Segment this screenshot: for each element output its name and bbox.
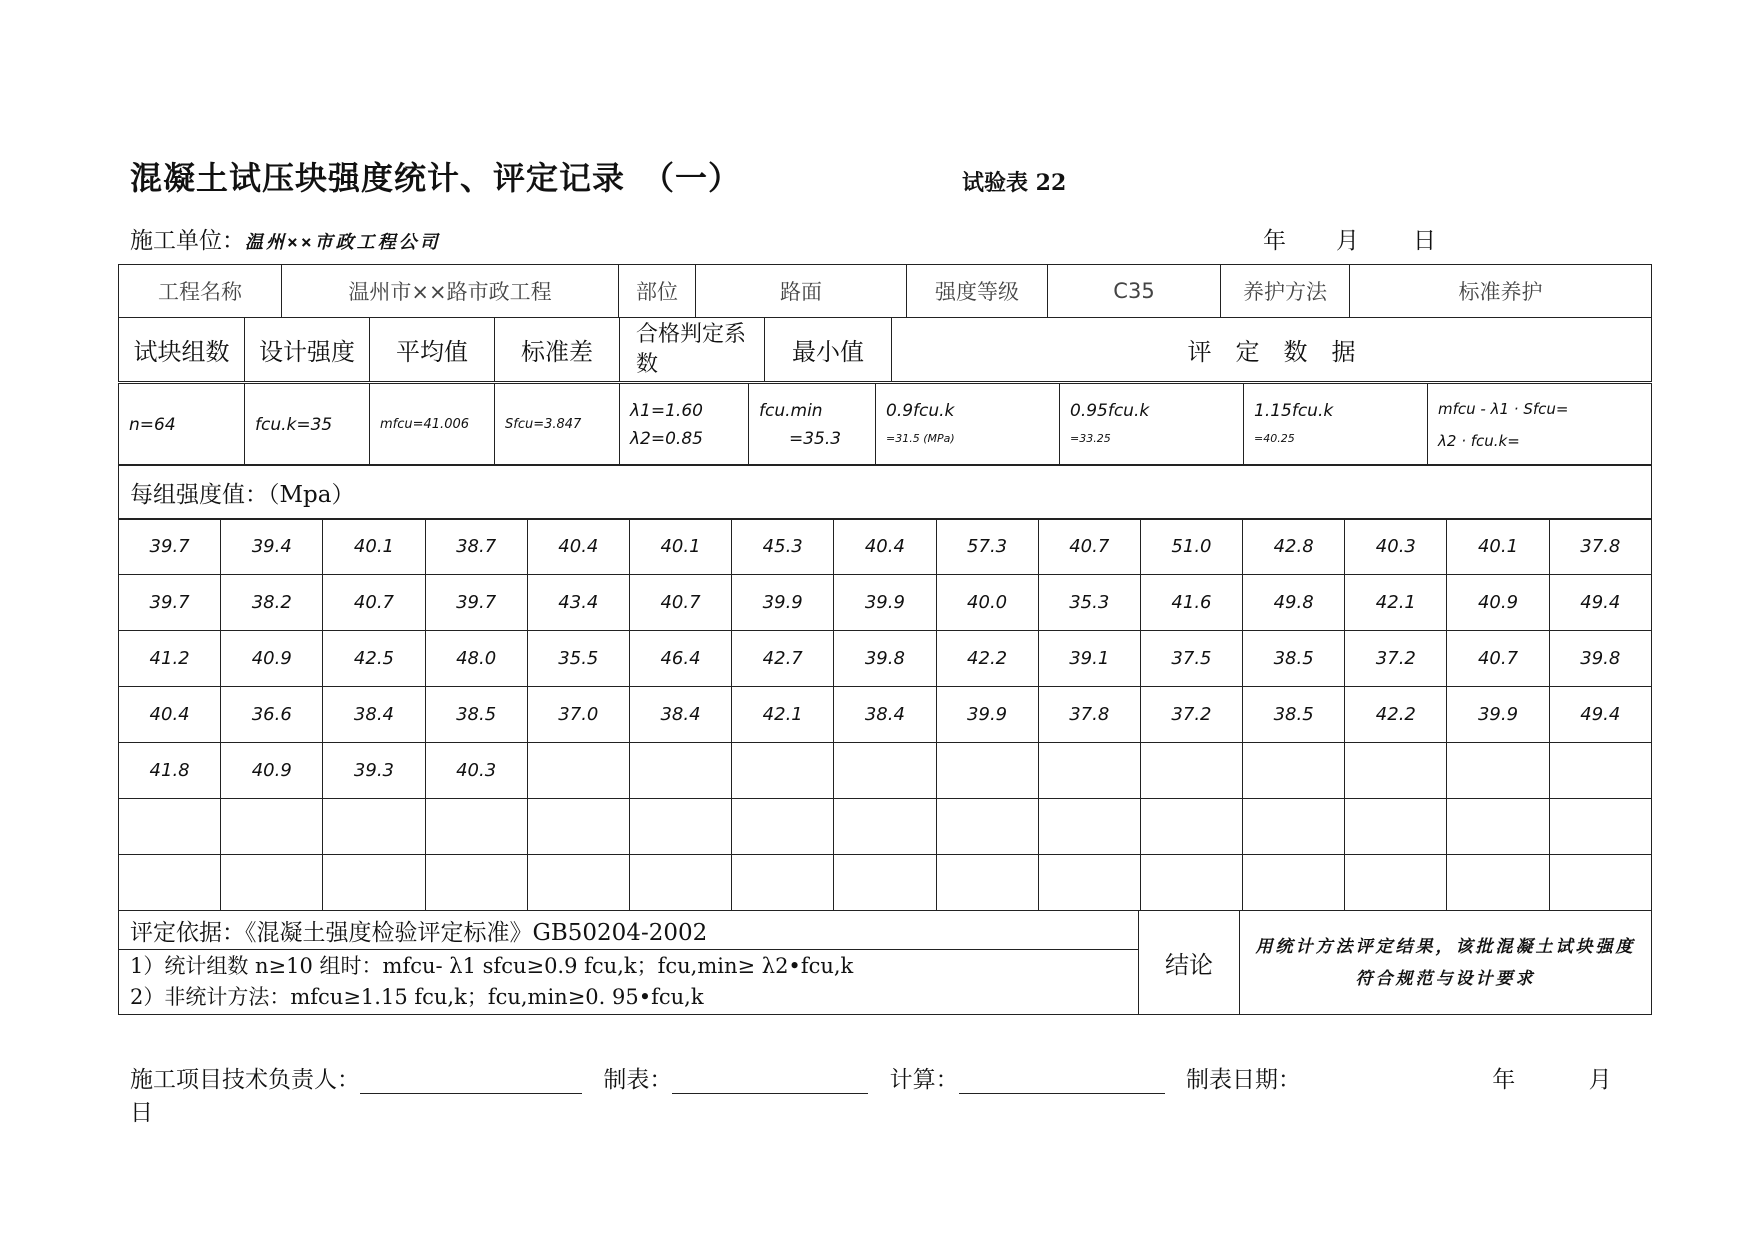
curing-label: 养护方法 [1221, 265, 1350, 318]
eval-115-value: =40.25 [1254, 431, 1295, 445]
strength-cell: 40.4 [834, 519, 936, 575]
strength-cell: 39.1 [1038, 631, 1140, 687]
header-std: 标准差 [495, 318, 620, 382]
rules [119, 950, 1139, 1015]
strength-cell: 49.4 [1549, 687, 1651, 743]
strength-cell: 43.4 [527, 575, 629, 631]
strength-cell: 37.8 [1038, 687, 1140, 743]
eval-09-label: 0.9fcu.k [886, 400, 955, 421]
rule-non-statistical: 2）非统计方法：mfcu≥1.15 fcu,k；fcu,min≥0. 95•fcu,k [130, 985, 704, 1009]
strength-cell [936, 855, 1038, 911]
strength-cell: 40.7 [1038, 519, 1140, 575]
strength-cell: 41.6 [1140, 575, 1242, 631]
strength-cell: 40.3 [425, 743, 527, 799]
strength-cell: 40.0 [936, 575, 1038, 631]
unit-value: 温州××市政工程公司 [245, 232, 441, 253]
strength-cell: 38.5 [1243, 687, 1345, 743]
strength-grid [118, 518, 1652, 911]
strength-cell [1549, 799, 1651, 855]
tech-lead-label: 施工项目技术负责人： [130, 1067, 360, 1093]
strength-cell [119, 799, 221, 855]
header-mean: 平均值 [370, 318, 495, 382]
strength-cell: 40.7 [323, 575, 425, 631]
strength-cell: 39.8 [1549, 631, 1651, 687]
strength-cell [527, 743, 629, 799]
strength-cell [629, 743, 731, 799]
stat-min [749, 384, 876, 466]
strength-cell: 42.7 [732, 631, 834, 687]
strength-cell [732, 743, 834, 799]
table-row [119, 631, 1652, 687]
unit-label: 施工单位： [130, 228, 245, 254]
strength-cell: 49.8 [1243, 575, 1345, 631]
calc-label: 计算： [889, 1067, 959, 1093]
evaluation-basis: 评定依据：《混凝土强度检验评定标准》GB50204-2002 [119, 911, 1139, 950]
strength-cell [1243, 855, 1345, 911]
strength-cell: 36.6 [221, 687, 323, 743]
grade-value: C35 [1048, 265, 1221, 318]
strength-cell: 42.1 [732, 687, 834, 743]
strength-cell [527, 799, 629, 855]
strength-cell: 40.9 [221, 631, 323, 687]
strength-cell: 42.8 [1243, 519, 1345, 575]
project-name-label: 工程名称 [119, 265, 282, 318]
project-name-value: 温州市××路市政工程 [282, 265, 619, 318]
strength-cell: 42.2 [1345, 687, 1447, 743]
date-day: 日 [1413, 228, 1436, 254]
stat-min-value: =35.3 [789, 428, 842, 449]
footer-year: 年 [1492, 1067, 1516, 1093]
eval-formula [1428, 384, 1652, 466]
strength-cell: 39.4 [221, 519, 323, 575]
strength-cell: 39.9 [732, 575, 834, 631]
strength-cell [1549, 855, 1651, 911]
strength-cell: 51.0 [1140, 519, 1242, 575]
strength-label-table [118, 464, 1652, 520]
eval-09 [876, 384, 1060, 466]
stat-lambda [620, 384, 749, 466]
strength-cell: 37.2 [1345, 631, 1447, 687]
strength-cell [936, 799, 1038, 855]
header-min: 最小值 [765, 318, 892, 382]
strength-cell: 40.7 [1447, 631, 1549, 687]
stat-n: n=64 [119, 384, 245, 466]
strength-cell: 45.3 [732, 519, 834, 575]
strength-cell [1447, 855, 1549, 911]
signature-footer [130, 1061, 1650, 1127]
eval-formula-line2: λ2 · fcu.k= [1438, 431, 1520, 450]
strength-cell: 39.7 [119, 575, 221, 631]
eval-115-label: 1.15fcu.k [1254, 400, 1334, 421]
strength-cell [1243, 743, 1345, 799]
date-label: 制表日期： [1185, 1067, 1301, 1093]
eval-115 [1244, 384, 1428, 466]
strength-cell: 40.4 [119, 687, 221, 743]
stat-lambda2: λ2=0.85 [630, 428, 703, 449]
grade-label: 强度等级 [907, 265, 1048, 318]
strength-cell [323, 799, 425, 855]
strength-cell [221, 799, 323, 855]
strength-cell: 41.2 [119, 631, 221, 687]
strength-cell: 40.1 [629, 519, 731, 575]
header-design: 设计强度 [245, 318, 370, 382]
strength-cell [1038, 743, 1140, 799]
header-eval: 评 定 数 据 [892, 318, 1652, 382]
strength-label: 每组强度值：（Mpa） [119, 465, 1652, 520]
strength-cell: 38.5 [425, 687, 527, 743]
table-row [119, 575, 1652, 631]
strength-cell [1345, 743, 1447, 799]
strength-cell [1243, 799, 1345, 855]
strength-cell: 40.1 [1447, 519, 1549, 575]
part-value: 路面 [696, 265, 907, 318]
strength-cell: 35.5 [527, 631, 629, 687]
stat-values-table [118, 383, 1652, 466]
calc-field[interactable] [959, 1067, 1165, 1094]
strength-cell [834, 799, 936, 855]
conclusion-label: 结论 [1139, 911, 1240, 1015]
strength-cell: 40.9 [221, 743, 323, 799]
eval-095 [1060, 384, 1244, 466]
stat-min-label: fcu.min [759, 400, 823, 421]
header-groups: 试块组数 [119, 318, 245, 382]
strength-cell: 38.2 [221, 575, 323, 631]
strength-cell [1140, 855, 1242, 911]
strength-cell: 38.4 [323, 687, 425, 743]
page-title: 混凝土试压块强度统计、评定记录 （一） [130, 159, 742, 197]
maker-label: 制表： [603, 1067, 673, 1093]
stat-fcuk: fcu.k=35 [245, 384, 370, 466]
form-number: 试验表 22 [962, 170, 1067, 196]
strength-cell: 40.1 [323, 519, 425, 575]
strength-cell [629, 855, 731, 911]
strength-cell: 37.2 [1140, 687, 1242, 743]
strength-cell: 39.7 [425, 575, 527, 631]
basis-conclusion-table [118, 910, 1652, 1015]
stat-header-table [118, 317, 1652, 382]
strength-cell [1038, 799, 1140, 855]
strength-cell: 35.3 [1038, 575, 1140, 631]
strength-cell [527, 855, 629, 911]
strength-cell [1140, 799, 1242, 855]
footer-day: 日 [130, 1100, 153, 1126]
strength-cell: 46.4 [629, 631, 731, 687]
strength-cell [936, 743, 1038, 799]
strength-cell: 38.4 [629, 687, 731, 743]
tech-lead-field[interactable] [360, 1067, 582, 1094]
strength-cell: 39.9 [834, 575, 936, 631]
strength-cell: 37.0 [527, 687, 629, 743]
header-coef: 合格判定系 数 [620, 318, 765, 382]
strength-cell: 40.4 [527, 519, 629, 575]
strength-cell [221, 855, 323, 911]
strength-cell: 37.8 [1549, 519, 1651, 575]
strength-cell [732, 855, 834, 911]
strength-cell [1447, 743, 1549, 799]
table-row [119, 519, 1652, 575]
eval-095-label: 0.95fcu.k [1070, 400, 1150, 421]
strength-cell [1140, 743, 1242, 799]
strength-cell: 37.5 [1140, 631, 1242, 687]
strength-cell: 42.2 [936, 631, 1038, 687]
construction-unit [130, 222, 441, 255]
strength-cell: 49.4 [1549, 575, 1651, 631]
strength-cell: 39.8 [834, 631, 936, 687]
eval-09-value: =31.5 (MPa) [886, 431, 955, 445]
strength-cell [425, 799, 527, 855]
table-row [119, 687, 1652, 743]
table-row [119, 743, 1652, 799]
strength-cell: 40.3 [1345, 519, 1447, 575]
strength-cell: 39.3 [323, 743, 425, 799]
strength-cell: 39.9 [936, 687, 1038, 743]
strength-cell: 38.7 [425, 519, 527, 575]
project-info-table [118, 264, 1652, 318]
strength-cell [732, 799, 834, 855]
date-year: 年 [1263, 228, 1286, 254]
strength-cell: 42.5 [323, 631, 425, 687]
strength-cell [1345, 799, 1447, 855]
strength-cell [834, 743, 936, 799]
strength-cell [425, 855, 527, 911]
strength-cell: 41.8 [119, 743, 221, 799]
strength-cell [1549, 743, 1651, 799]
strength-cell: 39.9 [1447, 687, 1549, 743]
curing-value: 标准养护 [1350, 265, 1652, 318]
strength-cell: 42.1 [1345, 575, 1447, 631]
strength-cell [323, 855, 425, 911]
strength-cell: 40.7 [629, 575, 731, 631]
strength-cell: 48.0 [425, 631, 527, 687]
rule-statistical: 1）统计组数 n≥10 组时：mfcu- λ1 sfcu≥0.9 fcu,k；fcu,min≥ λ2•fcu,k [130, 954, 854, 978]
strength-cell [834, 855, 936, 911]
maker-field[interactable] [672, 1067, 868, 1094]
strength-cell: 38.5 [1243, 631, 1345, 687]
date-month: 月 [1336, 228, 1359, 254]
strength-cell: 39.7 [119, 519, 221, 575]
strength-cell [629, 799, 731, 855]
strength-cell: 40.9 [1447, 575, 1549, 631]
strength-cell [119, 855, 221, 911]
strength-cell [1038, 855, 1140, 911]
strength-cell [1345, 855, 1447, 911]
stat-std: Sfcu=3.847 [495, 384, 620, 466]
table-row [119, 855, 1652, 911]
stat-lambda1: λ1=1.60 [630, 400, 703, 421]
table-row [119, 799, 1652, 855]
stat-mean: mfcu=41.006 [370, 384, 495, 466]
strength-cell: 57.3 [936, 519, 1038, 575]
footer-month: 月 [1588, 1067, 1612, 1093]
strength-cell [1447, 799, 1549, 855]
conclusion-text: 用统计方法评定结果，该批混凝土试块强度符合规范与设计要求 [1240, 911, 1652, 1015]
eval-095-value: =33.25 [1070, 431, 1111, 445]
eval-formula-line1: mfcu - λ1 · Sfcu= [1438, 399, 1569, 418]
strength-cell: 38.4 [834, 687, 936, 743]
part-label: 部位 [619, 265, 696, 318]
